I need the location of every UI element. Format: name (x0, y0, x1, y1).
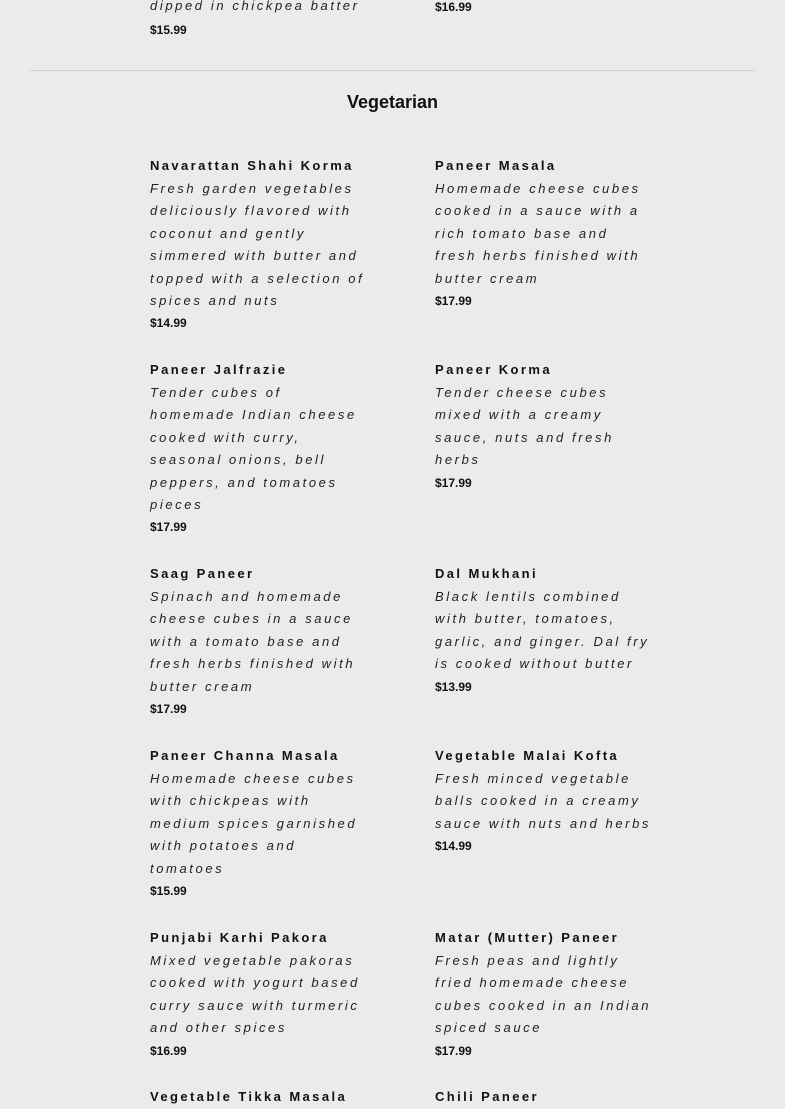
menu-item-name: Matar (Mutter) Paneer (435, 930, 620, 945)
menu-item-description-line: Fresh peas and lightly (435, 953, 620, 968)
menu-item (435, 158, 645, 308)
menu-item (150, 748, 360, 898)
menu-item-description-line: is cooked without butter (435, 656, 634, 672)
menu-item (150, 362, 360, 534)
menu-item-description-line: seasonal onions, bell (150, 452, 327, 468)
menu-item-description-line: with chickpeas with (150, 793, 311, 809)
menu-item-description-line: peppers, and tomatoes (150, 474, 338, 490)
menu-item-price: $17.99 (435, 294, 472, 309)
menu-item-description-line: garlic, and ginger. Dal fry (435, 633, 650, 649)
menu-item-name: Vegetable Malai Kofta (435, 748, 620, 763)
menu-item-price: $17.99 (435, 1043, 472, 1058)
menu-item-description-line: medium spices garnished (150, 815, 358, 831)
menu-item-price: $16.99 (150, 1043, 187, 1058)
menu-item (150, 1089, 360, 1109)
menu-item-description-line: and other spices (150, 1020, 287, 1036)
menu-item-name: Paneer Korma (435, 362, 552, 377)
menu-item-name: Punjabi Karhi Pakora (150, 930, 329, 945)
menu-item-name: Paneer Masala (435, 158, 557, 173)
menu-item-description-line: Homemade cheese cubes (435, 181, 641, 196)
menu-item-description-line: butter cream (150, 678, 255, 694)
menu-item-description-line: with potatoes and (150, 838, 297, 854)
menu-item-description-line: cooked with yogurt based (150, 975, 360, 991)
menu-item-description-line: cubes cooked in an Indian (435, 997, 652, 1013)
menu-item-description-line: spices and nuts (150, 293, 280, 309)
menu-item-description-line: topped with a selection of (150, 270, 365, 286)
menu-item-price: $14.99 (435, 839, 472, 854)
menu-item-description-line: Homemade cheese cubes (150, 771, 356, 786)
menu-item-description-line: with butter, tomatoes, (435, 611, 616, 627)
menu-item-description-line: Fresh minced vegetable (435, 771, 631, 786)
menu-item-description-line: sauce, nuts and fresh (435, 429, 614, 445)
menu-item (150, 566, 360, 716)
menu-item-description-line: fresh herbs finished with (150, 656, 356, 672)
menu-item-price: $15.99 (150, 23, 187, 37)
menu-item-description-line: simmered with butter and (150, 248, 359, 264)
menu-item-name: Navarattan Shahi Korma (150, 158, 354, 173)
menu-item-price: $16.99 (435, 0, 472, 14)
menu-item (435, 930, 652, 1058)
menu-item (435, 362, 645, 490)
menu-item-description-line: Tender cheese cubes (435, 385, 609, 400)
menu-item-description-line: cheese cubes in a sauce (150, 611, 353, 627)
menu-item-description-line: deliciously flavored with (150, 203, 352, 219)
menu-item-name: Paneer Channa Masala (150, 748, 340, 763)
menu-item-description-line: fried homemade cheese (435, 975, 630, 991)
menu-item-description-line: fresh herbs finished with (435, 248, 641, 264)
menu-item-name: Vegetable Tikka Masala (150, 1089, 348, 1104)
menu-item-description-line: with a tomato base and (150, 633, 342, 649)
menu-item-description-line: mixed with a creamy (435, 407, 603, 423)
menu-item-description-line: curry sauce with turmeric (150, 997, 360, 1013)
menu-item-description-line: balls cooked in a creamy (435, 793, 641, 809)
menu-item (150, 930, 360, 1058)
menu-item-description-line: sauce with nuts and herbs (435, 815, 652, 831)
section-title: Vegetarian (346, 92, 439, 112)
menu-item-description-line: cooked in a sauce with a (435, 203, 640, 219)
menu-item-name: Dal Mukhani (435, 566, 538, 581)
menu-item-description-line: homemade Indian cheese (150, 407, 357, 423)
menu-item-price: $14.99 (150, 316, 187, 331)
menu-item-description: dipped in chickpea batter (150, 0, 360, 13)
menu-item-price: $17.99 (150, 702, 187, 717)
menu-item (435, 1089, 645, 1109)
menu-item-description-line: herbs (435, 452, 481, 468)
menu-item (435, 566, 650, 694)
menu-item-name: Chili Paneer (435, 1089, 539, 1104)
menu-item-name: Saag Paneer (150, 566, 255, 581)
menu-item-description-line: rich tomato base and (435, 225, 609, 241)
menu-item-description-line: tomatoes (150, 860, 225, 876)
menu-item-price: $17.99 (435, 475, 472, 490)
menu-item-name: Paneer Jalfrazie (150, 362, 288, 377)
menu-item-description-line: spiced sauce (435, 1020, 543, 1036)
menu-item-description-line: coconut and gently (150, 225, 306, 241)
menu-item (435, 748, 652, 854)
menu-item-price: $13.99 (435, 679, 472, 694)
menu-item-price: $17.99 (150, 520, 187, 535)
menu-item-description-line: Fresh garden vegetables (150, 181, 354, 196)
menu-item-description-line: Spinach and homemade (150, 589, 343, 604)
menu-item-description-line: Mixed vegetable pakoras (150, 953, 355, 968)
menu-item-description-line: Black lentils combined (435, 589, 621, 604)
menu-item (150, 158, 365, 331)
section-divider (30, 70, 755, 71)
menu-item-description-line: Tender cubes of (150, 385, 282, 400)
menu-item-description-line: pieces (150, 497, 204, 513)
menu-item-description-line: cooked with curry, (150, 429, 301, 445)
menu-item-description-line: butter cream (435, 270, 540, 286)
menu-item-price: $15.99 (150, 884, 187, 899)
